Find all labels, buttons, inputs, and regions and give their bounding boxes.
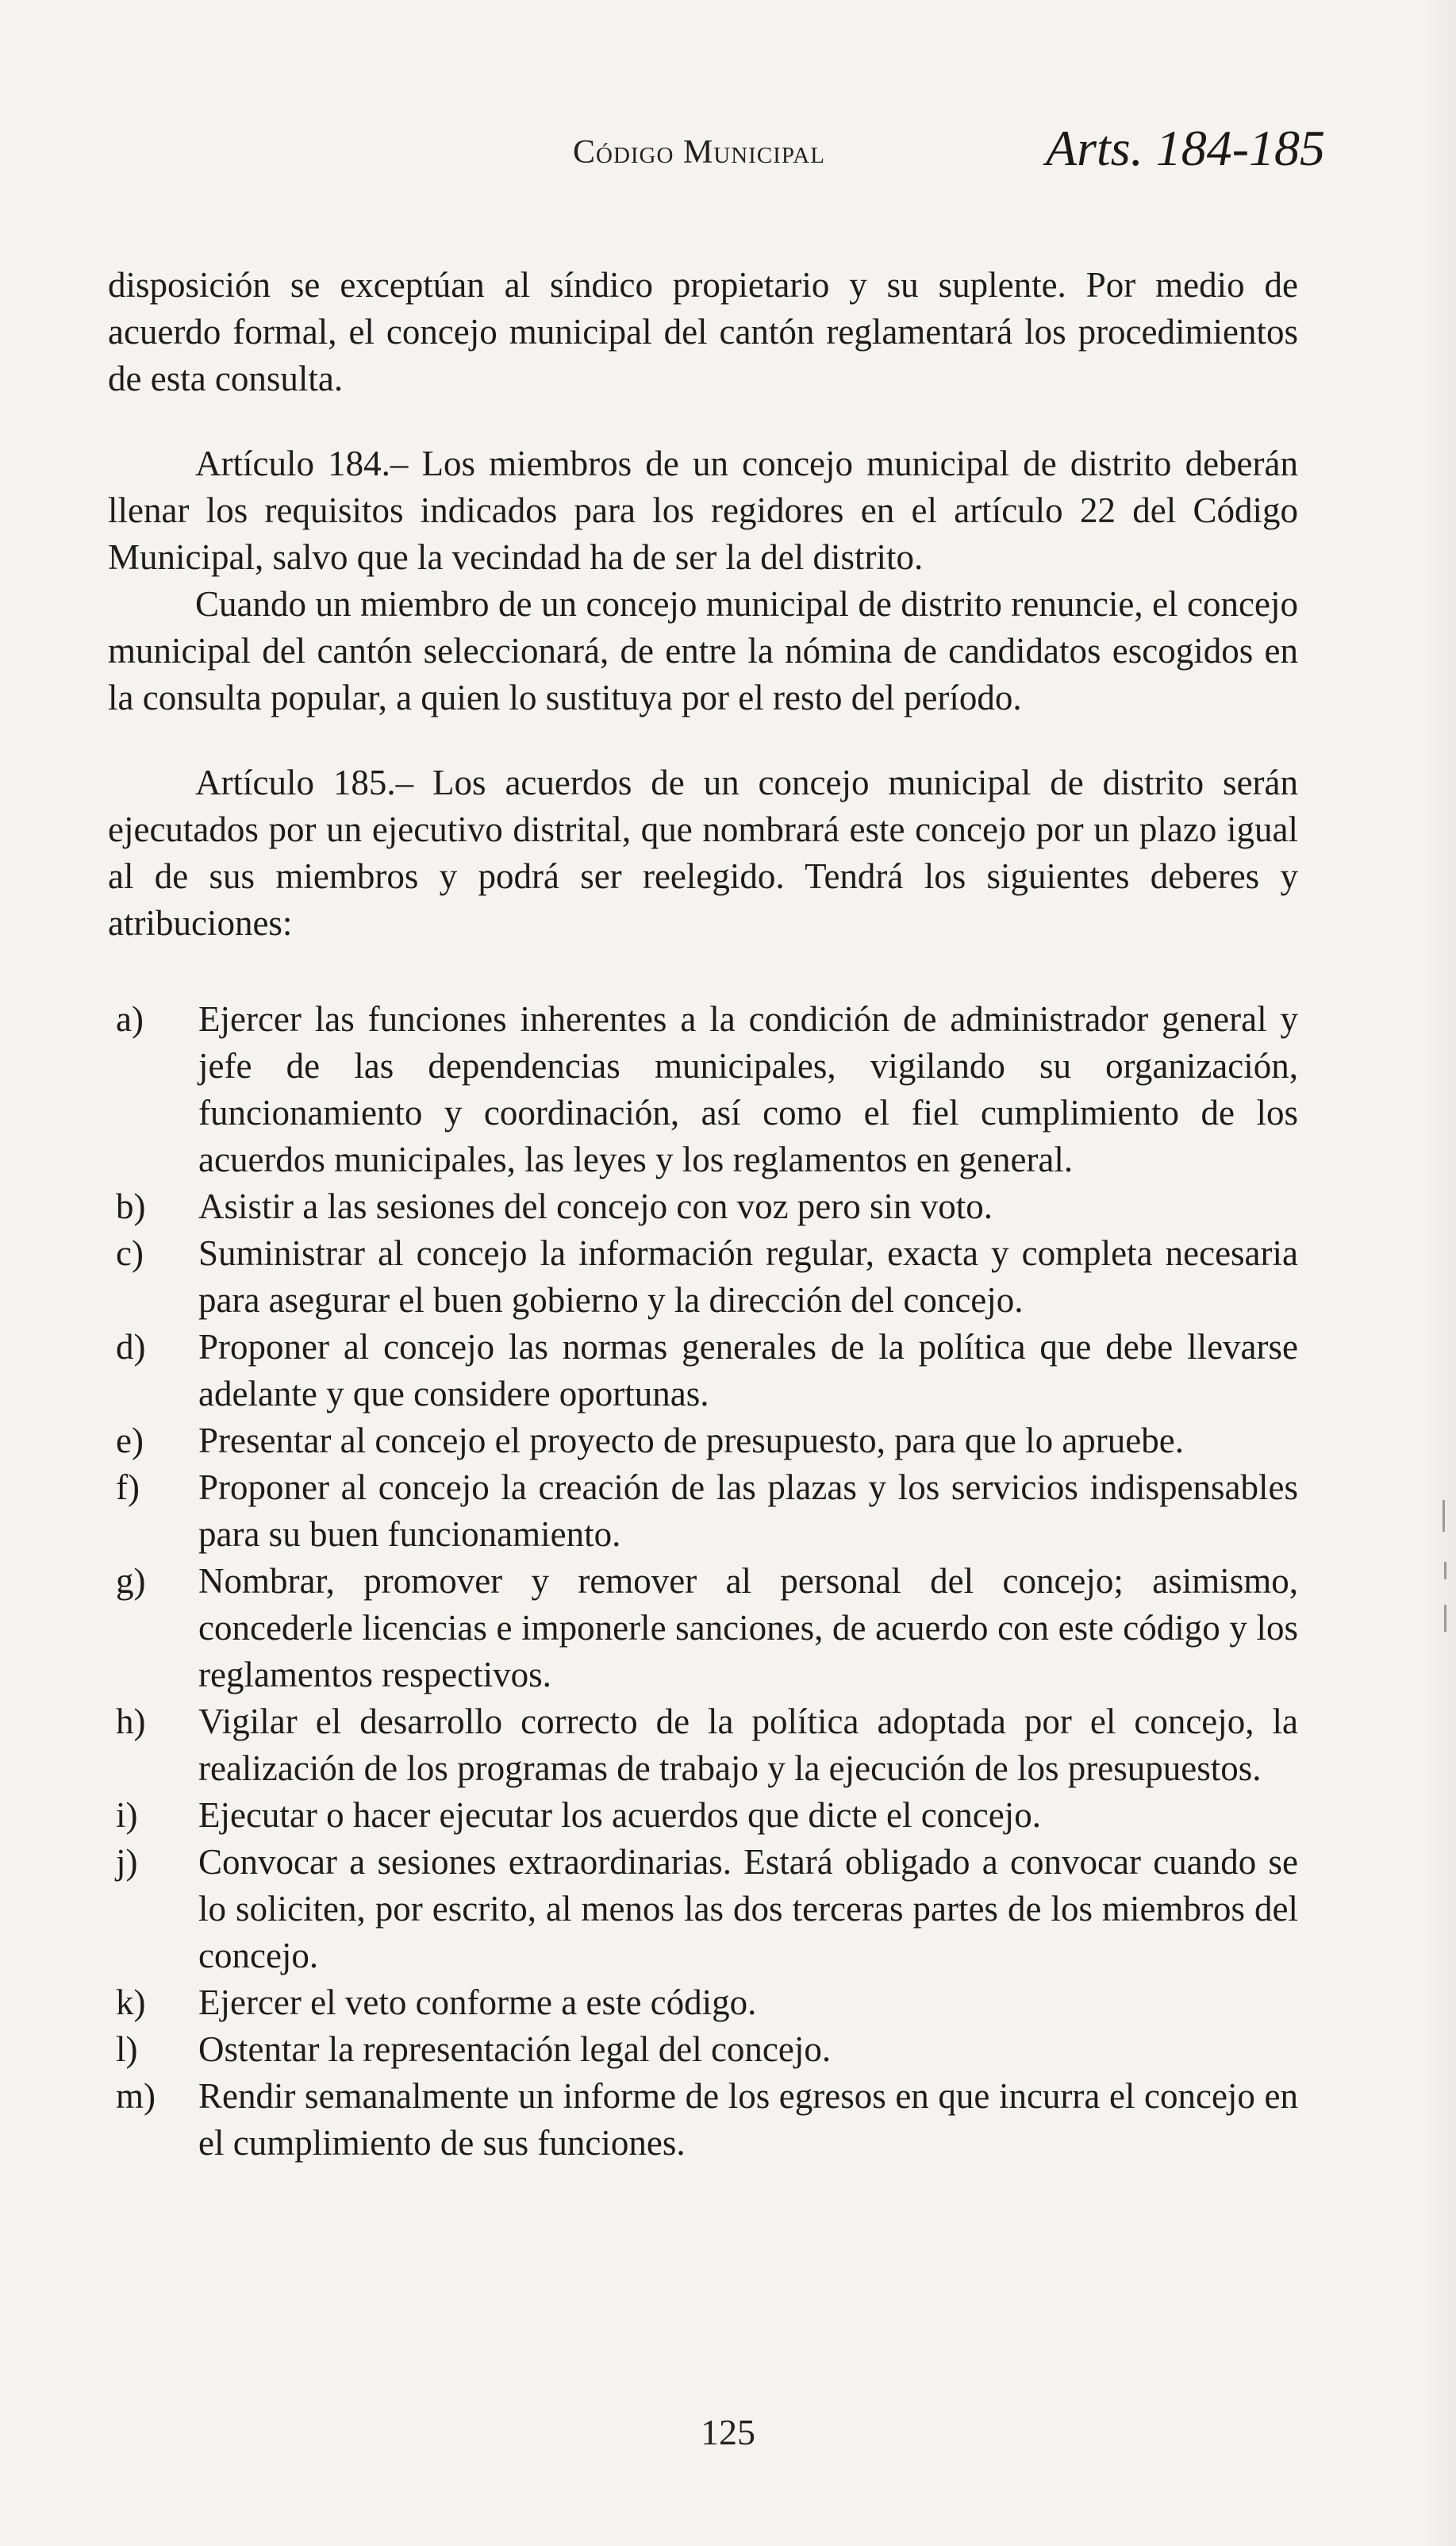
list-item-text: Convocar a sesiones extraordinarias. Estará obligado a convocar cuando se lo soliciten, por escrito, al menos las dos terceras partes de los miembros del concejo. bbox=[198, 1842, 1298, 1975]
list-marker: l) bbox=[116, 2029, 138, 2069]
list-marker: h) bbox=[116, 1702, 146, 1741]
list-marker: g) bbox=[116, 1561, 146, 1601]
list-item bbox=[108, 1183, 1298, 1230]
list-marker: e) bbox=[116, 1421, 144, 1460]
list-marker: m) bbox=[116, 2076, 156, 2116]
list-item bbox=[108, 1698, 1298, 1792]
list-marker: k) bbox=[116, 1983, 146, 2022]
list-marker: a) bbox=[116, 999, 144, 1039]
list-item bbox=[108, 1979, 1298, 2026]
list-item bbox=[108, 1464, 1298, 1558]
list-item-text: Presentar al concejo el proyecto de presupuesto, para que lo apruebe. bbox=[198, 1421, 1184, 1460]
list-item-text: Suministrar al concejo la información regular, exacta y completa necesaria para asegurar el buen gobierno y la dirección del concejo. bbox=[198, 1233, 1298, 1320]
list-marker: f) bbox=[116, 1467, 140, 1507]
duties-list bbox=[108, 996, 1298, 2167]
list-item bbox=[108, 1324, 1298, 1417]
list-item bbox=[108, 1839, 1298, 1979]
article-184-second-paragraph: Cuando un miembro de un concejo municipal de distrito renuncie, el concejo municipal del cantón seleccionará, de entre la nómina de candidatos escogidos en la consulta popular, a quien lo sustituya por el resto del período. bbox=[108, 584, 1298, 717]
list-item bbox=[108, 1417, 1298, 1464]
list-marker: d) bbox=[116, 1327, 146, 1367]
list-item-text: Ejercer el veto conforme a este código. bbox=[198, 1983, 757, 2022]
list-item bbox=[108, 2026, 1298, 2073]
list-item-text: Proponer al concejo la creación de las plazas y los servicios indispensables para su buen funcionamiento. bbox=[198, 1467, 1298, 1554]
list-item-text: Ostentar la representación legal del concejo. bbox=[198, 2029, 832, 2069]
margin-scan-mark bbox=[1444, 1562, 1446, 1579]
list-item bbox=[108, 1230, 1298, 1324]
list-marker: b) bbox=[116, 1186, 146, 1226]
page-body bbox=[108, 262, 1298, 2167]
list-item bbox=[108, 2073, 1298, 2167]
list-item-text: Ejecutar o hacer ejecutar los acuerdos que dicte el concejo. bbox=[198, 1795, 1041, 1835]
list-item-text: Vigilar el desarrollo correcto de la política adoptada por el concejo, la realización de los programas de trabajo y la ejecución de los presupuestos. bbox=[198, 1702, 1298, 1788]
running-head: Código Municipal bbox=[573, 134, 825, 171]
page-number: 125 bbox=[701, 2412, 755, 2452]
list-marker: i) bbox=[116, 1795, 138, 1835]
list-item-text: Rendir semanalmente un informe de los egresos en que incurra el concejo en el cumplimiento de sus funciones. bbox=[198, 2076, 1298, 2163]
page-header bbox=[0, 119, 1456, 190]
page-edge-shadow bbox=[1424, 0, 1456, 2546]
list-item bbox=[108, 996, 1298, 1183]
list-item-text: Asistir a las sesiones del concejo con voz pero sin voto. bbox=[198, 1186, 993, 1226]
list-item-text: Ejercer las funciones inherentes a la condición de administrador general y jefe de las dependencias municipales, vigilando su organización, funcionamiento y coordinación, así como el fiel cumplimiento de los acuerdos municipales, las leyes y los reglamentos en general. bbox=[198, 999, 1298, 1179]
margin-scan-mark bbox=[1443, 1500, 1445, 1532]
articles-label: Arts. 184-185 bbox=[1046, 120, 1325, 176]
list-item-text: Proponer al concejo las normas generales de la política que debe llevarse adelante y que considere oportunas. bbox=[198, 1327, 1298, 1413]
list-item-text: Nombrar, promover y remover al personal del concejo; asimismo, concederle licencias e imponerle sanciones, de acuerdo con este código y los reglamentos respectivos. bbox=[198, 1561, 1298, 1694]
list-marker: j) bbox=[116, 1842, 138, 1882]
article-185-paragraph: Artículo 185.– Los acuerdos de un concejo municipal de distrito serán ejecutados por un ejecutivo distrital, que nombrará este concejo por un plazo igual al de sus miembros y podrá ser reelegido. Tendrá los siguientes deberes y atribuciones: bbox=[108, 763, 1298, 943]
list-marker: c) bbox=[116, 1233, 144, 1273]
list-item bbox=[108, 1792, 1298, 1839]
list-item bbox=[108, 1558, 1298, 1698]
margin-scan-mark bbox=[1444, 1605, 1446, 1632]
continuation-paragraph: disposición se exceptúan al síndico propietario y su suplente. Por medio de acuerdo formal, el concejo municipal del cantón reglamentará los procedimientos de esta consulta. bbox=[108, 265, 1298, 398]
article-184-paragraph: Artículo 184.– Los miembros de un concejo municipal de distrito deberán llenar los requisitos indicados para los regidores en el artículo 22 del Código Municipal, salvo que la vecindad ha de ser la del distrito. bbox=[108, 444, 1298, 577]
